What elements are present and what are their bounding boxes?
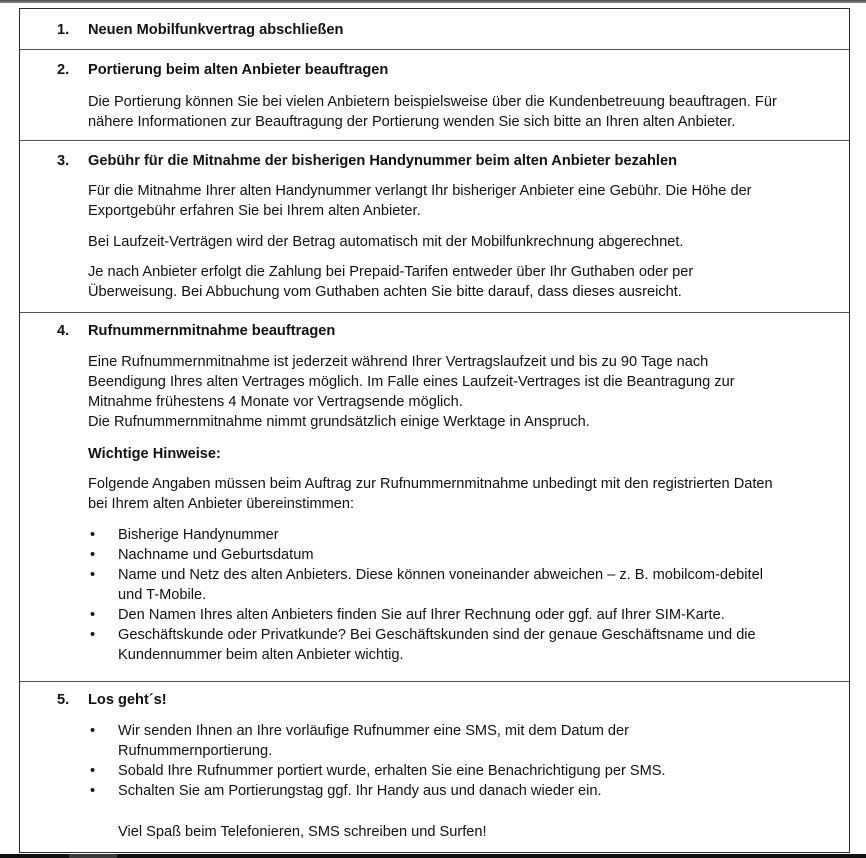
section-heading: Los geht´s!: [88, 692, 167, 708]
section-number: 4.: [57, 323, 70, 339]
section-4: [20, 313, 849, 682]
list-item: [88, 605, 840, 625]
window-bottom-edge: [0, 854, 866, 858]
requirements-list: [88, 525, 840, 665]
important-notes-heading: Wichtige Hinweise:: [88, 446, 221, 462]
paragraph: [88, 92, 840, 132]
paragraph: [88, 352, 840, 432]
section-heading: Rufnummernmitnahme beauftragen: [88, 323, 336, 339]
text-line: Bei Laufzeit-Verträgen wird der Betrag automatisch mit der Mobilfunkrechnung abgerechnet.: [88, 234, 684, 250]
list-item: [88, 625, 840, 665]
text-line: Für die Mitnahme Ihrer alten Handynummer verlangt Ihr bisheriger Anbieter eine Gebühr. Die Höhe der: [88, 183, 752, 199]
list-item: [88, 721, 840, 761]
bullet-icon: •: [90, 763, 96, 779]
text-line: Folgende Angaben müssen beim Auftrag zur Rufnummernmitnahme unbedingt mit den registrierten Daten: [88, 476, 773, 492]
section-title: [57, 321, 335, 341]
text-line: Rufnummernportierung.: [118, 743, 273, 759]
text-line: und T-Mobile.: [118, 587, 207, 603]
section-number: 1.: [57, 22, 70, 38]
section-heading: Neuen Mobilfunkvertrag abschließen: [88, 22, 344, 38]
section-2: [20, 50, 849, 141]
paragraph: [88, 232, 840, 252]
text-line: Schalten Sie am Portierungstag ggf. Ihr Handy aus und danach wieder ein.: [118, 783, 602, 799]
section-title: [57, 690, 167, 710]
bullet-icon: •: [90, 723, 96, 739]
closing-message: [118, 822, 866, 842]
paragraph: [88, 262, 840, 302]
document-frame: [19, 8, 850, 853]
text-line: Geschäftskunde oder Privatkunde? Bei Geschäftskunden sind der genaue Geschäftsname und die: [118, 627, 756, 643]
text-line: Mitnahme frühestens 4 Monate vor Vertragsende möglich.: [88, 394, 463, 410]
next-steps-list: [88, 721, 840, 801]
list-item: [88, 565, 840, 605]
list-item: [88, 781, 840, 801]
text-line: Eine Rufnummernmitnahme ist jederzeit während Ihrer Vertragslaufzeit und bis zu 90 Tage nach: [88, 354, 709, 370]
paragraph: [88, 181, 840, 221]
section-number: 2.: [57, 62, 70, 78]
taskbar-segment: [69, 854, 117, 858]
section-heading: Gebühr für die Mitnahme der bisherigen Handynummer beim alten Anbieter bezahlen: [88, 153, 677, 169]
bullet-icon: •: [90, 607, 96, 623]
text-line: Überweisung. Bei Abbuchung vom Guthaben achten Sie bitte darauf, dass dieses ausreicht.: [88, 284, 682, 300]
text-line: nähere Informationen zur Beauftragung der Portierung wenden Sie sich bitte an Ihren alten Anbieter.: [88, 114, 736, 130]
text-line: Die Rufnummernmitnahme nimmt grundsätzlich einige Werktage in Anspruch.: [88, 414, 590, 430]
section-heading: Portierung beim alten Anbieter beauftragen: [88, 62, 389, 78]
bullet-icon: •: [90, 567, 96, 583]
text-line: Den Namen Ihres alten Anbieters finden Sie auf Ihrer Rechnung oder ggf. auf Ihrer SIM-Karte.: [118, 607, 725, 623]
text-line: Je nach Anbieter erfolgt die Zahlung bei Prepaid-Tarifen entweder über Ihr Guthaben oder per: [88, 264, 694, 280]
text-line: Kundennummer beim alten Anbieter wichtig.: [118, 647, 404, 663]
text-line: Die Portierung können Sie bei vielen Anbietern beispielsweise über die Kundenbetreuung beauftragen. Für: [88, 94, 777, 110]
section-5: [20, 682, 849, 852]
list-item: [88, 525, 840, 545]
text-line: Wir senden Ihnen an Ihre vorläufige Rufnummer eine SMS, mit dem Datum der: [118, 723, 630, 739]
text-line: Exportgebühr erfahren Sie bei Ihrem alten Anbieter.: [88, 203, 421, 219]
section-3: [20, 141, 849, 313]
section-number: 5.: [57, 692, 70, 708]
text-line: Bisherige Handynummer: [118, 527, 279, 543]
bullet-icon: •: [90, 627, 96, 643]
text-line: Nachname und Geburtsdatum: [118, 547, 314, 563]
bullet-icon: •: [90, 527, 96, 543]
window-top-edge: [0, 0, 866, 3]
text-line: Viel Spaß beim Telefonieren, SMS schreiben und Surfen!: [118, 824, 487, 840]
list-item: [88, 761, 840, 781]
text-line: Sobald Ihre Rufnummer portiert wurde, erhalten Sie eine Benachrichtigung per SMS.: [118, 763, 666, 779]
bullet-icon: •: [90, 783, 96, 799]
section-title: [57, 151, 677, 171]
section-number: 3.: [57, 153, 70, 169]
section-1: [20, 9, 849, 50]
text-line: Name und Netz des alten Anbieters. Diese können voneinander abweichen – z. B. mobilcom-debitel: [118, 567, 763, 583]
text-line: bei Ihrem alten Anbieter übereinstimmen:: [88, 496, 355, 512]
text-line: Beendigung Ihres alten Vertrages möglich. Im Falle eines Laufzeit-Vertrages ist die Beantragung zur: [88, 374, 735, 390]
bullet-icon: •: [90, 547, 96, 563]
list-item: [88, 545, 840, 565]
paragraph: [88, 474, 840, 514]
section-title: [57, 20, 343, 40]
section-title: [57, 60, 388, 80]
